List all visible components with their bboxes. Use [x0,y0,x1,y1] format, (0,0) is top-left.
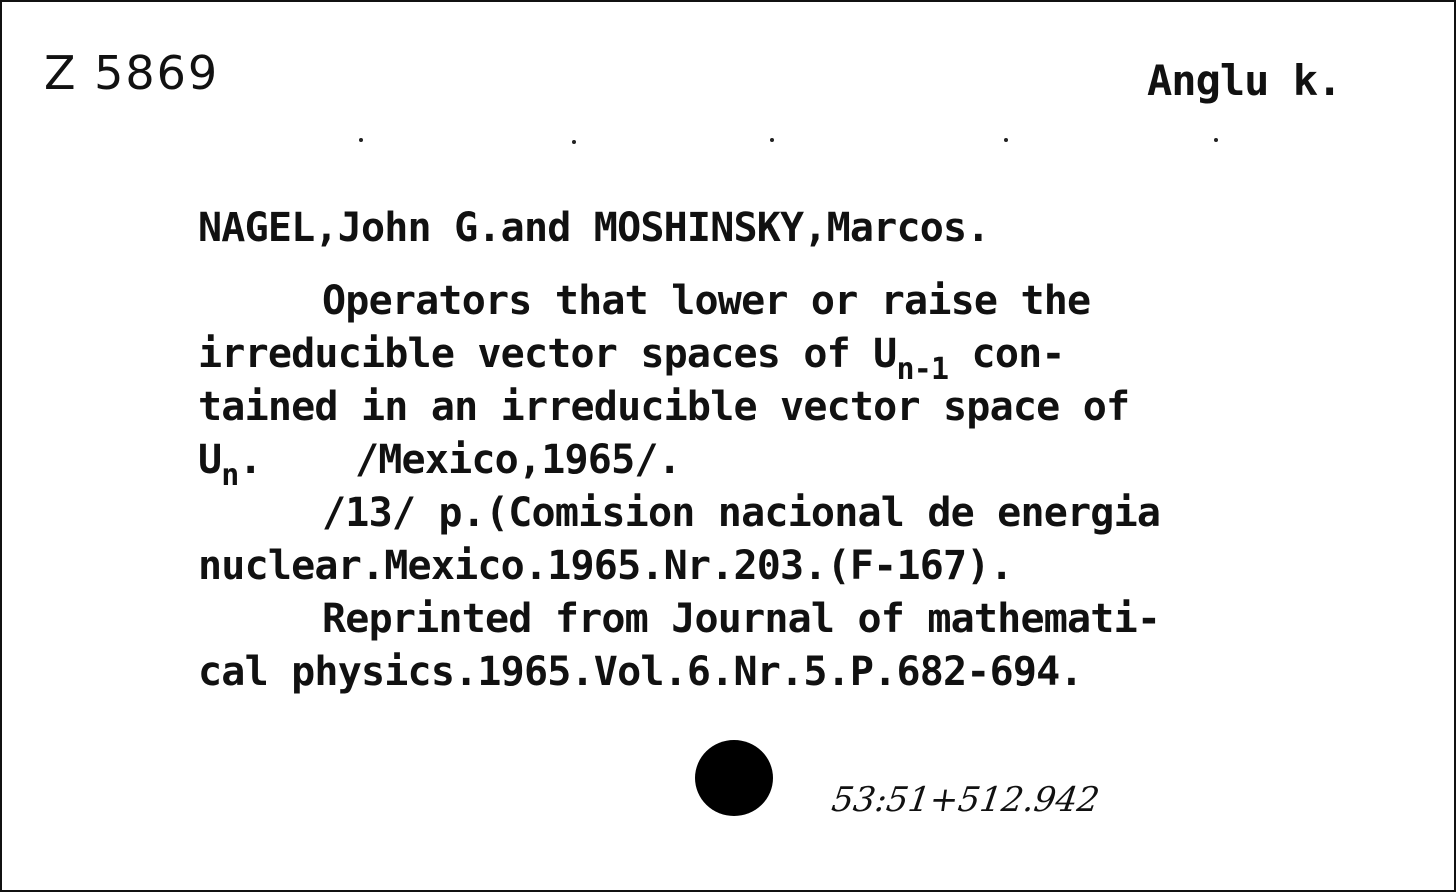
title-line-2-text: irreducible vector spaces of U [198,331,897,377]
shelf-signature: Z 5869 [44,46,220,100]
speck-mark [572,140,576,144]
title-line-1: Operators that lower or raise the [322,278,1091,324]
speck-mark [770,138,774,142]
title-subscript: n [221,458,239,493]
pagination-line-2: nuclear.Mexico.1965.Nr.203.(F-167). [198,543,1013,589]
speck-mark [359,138,363,142]
title-line-2-end: con- [948,331,1065,377]
title-line-3: tained in an irreducible vector space of [198,384,1130,430]
title-line-2 [198,328,1438,387]
language-mark: Anglu k. [1147,56,1342,105]
punch-hole [695,740,773,816]
title-subscript: n-1 [896,352,949,387]
reprint-line-1: Reprinted from Journal of mathemati- [322,596,1161,642]
imprint: . /Mexico,1965/. [238,437,681,483]
speck-mark [1214,138,1218,142]
pagination-line-1: /13/ p.(Comision nacional de energia [322,490,1161,536]
speck-mark [1004,138,1008,142]
classification-number: 53:51+512.942 [829,780,1102,820]
bibliographic-entry [198,202,1438,699]
title-line-4-text: U [198,437,222,483]
reprint-line-2: cal physics.1965.Vol.6.Nr.5.P.682-694. [198,649,1083,695]
title-line-4 [198,434,1438,493]
authors-line: NAGEL,John G.and MOSHINSKY,Marcos. [198,205,990,251]
